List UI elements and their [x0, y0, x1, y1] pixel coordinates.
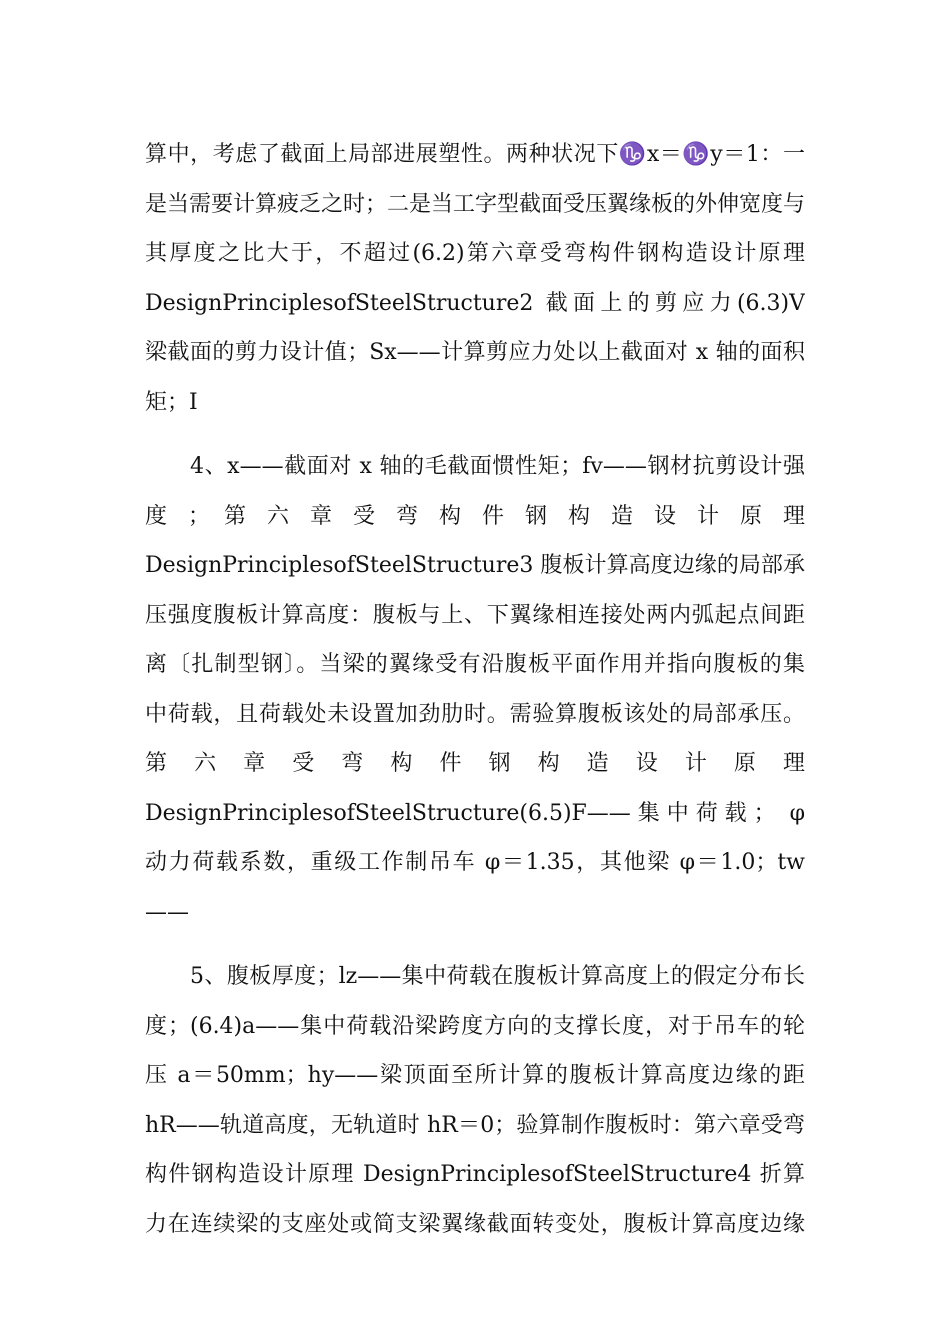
paragraph-1 — [145, 130, 805, 427]
text-line: DesignPrinciplesofSteelStructure(6.5)F——集中荷载； φ — [145, 800, 805, 826]
text-line: 5、腹板厚度；lz——集中荷载在腹板计算高度上的假定分布长 — [190, 964, 805, 989]
text-line: 压 a＝50mm；hy——梁顶面至所计算的腹板计算高度边缘的距 — [145, 1063, 805, 1088]
text-line: 4、x——截面对 x 轴的毛截面惯性矩；fv——钢材抗剪设计强 — [190, 454, 805, 479]
paragraph-3 — [145, 952, 805, 1249]
text-line: 第 六 章 受 弯 构 件 钢 构 造 设 计 原 理 — [145, 751, 805, 776]
text-line: 矩；I — [145, 389, 198, 415]
paragraph-2 — [145, 442, 805, 937]
text-line: hR——轨道高度，无轨道时 hR＝0；验算制作腹板时：第六章受弯 — [145, 1112, 805, 1138]
text-line: DesignPrinciplesofSteelStructure2 截面上的剪应力(6.3)V — [145, 290, 805, 316]
text-line: 力在连续梁的支座处或简支梁翼缘截面转变处，腹板计算高度边缘 — [145, 1211, 805, 1237]
text-line: 中荷载，且荷载处未设置加劲肋时。需验算腹板该处的局部承压。 — [145, 701, 805, 727]
text-line: 算中，考虑了截面上局部进展塑性。两种状况下♑x＝♑y＝1：一 — [145, 142, 805, 167]
text-line: 是当需要计算疲乏之时；二是当工字型截面受压翼缘板的外伸宽度与 — [145, 191, 805, 217]
text-line: 度；(6.4)a——集中荷载沿梁跨度方向的支撑长度，对于吊车的轮 — [145, 1013, 805, 1039]
text-line: —— — [145, 899, 189, 925]
text-line: 度 ； 第 六 章 受 弯 构 件 钢 构 造 设 计 原 理 — [145, 503, 805, 529]
text-line: 压强度腹板计算高度：腹板与上、下翼缘相连接处两内弧起点间距 — [145, 602, 805, 628]
text-line: 离〔扎制型钢〕。当梁的翼缘受有沿腹板平面作用并指向腹板的集 — [145, 652, 805, 677]
text-line: 动力荷载系数，重级工作制吊车 φ＝1.35，其他梁 φ＝1.0；tw — [145, 850, 805, 875]
document-body — [145, 130, 805, 1264]
text-line: 梁截面的剪力设计值；Sx——计算剪应力处以上截面对 x 轴的面积 — [145, 340, 805, 365]
text-line: DesignPrinciplesofSteelStructure3 腹板计算高度边缘的局部承 — [145, 553, 805, 578]
text-line: 构件钢构造设计原理 DesignPrinciplesofSteelStructure4 折算 — [145, 1162, 805, 1187]
text-line: 其厚度之比大于，不超过(6.2)第六章受弯构件钢构造设计原理 — [145, 241, 805, 266]
